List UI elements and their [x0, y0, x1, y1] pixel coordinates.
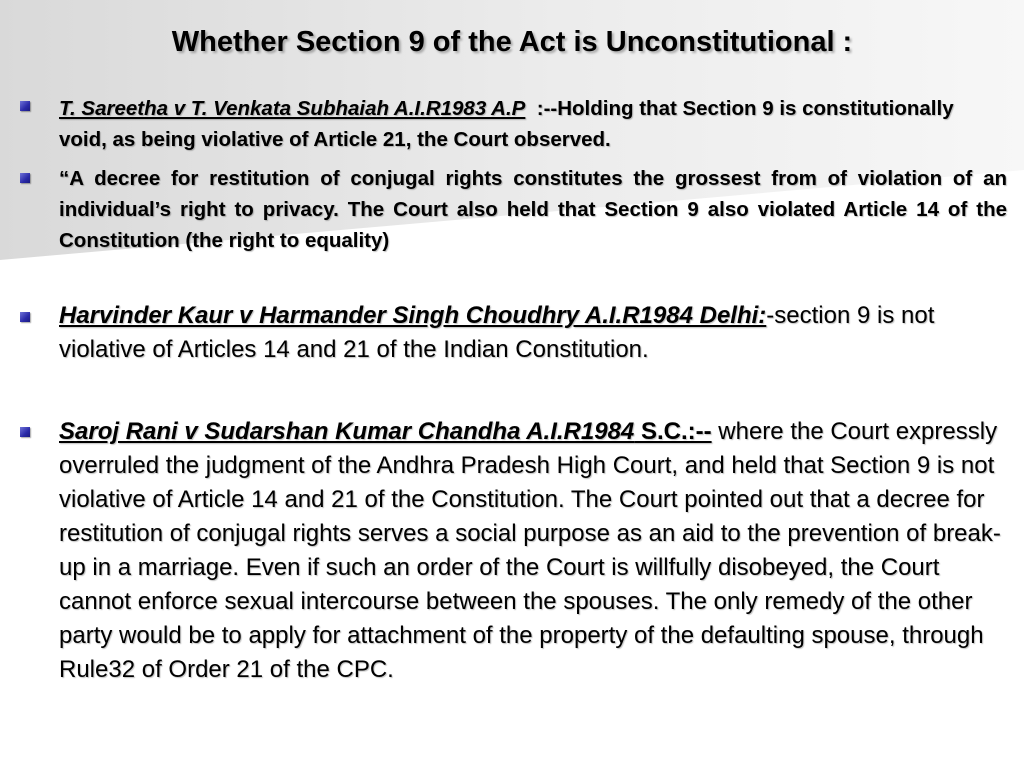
point-text: where the Court expressly overruled the judgment of the Andhra Pradesh High Court, and held that Section 9 is not violative of Article 14 and 21 of the Constitution. The Court pointed out that a decree for restitution of conjugal rights serves a social purpose as an aid to the prevention of break-up in a marriage. Even if such an order of the Court is willfully disobeyed, the Court cannot enforce sexual intercourse between the spouses. The only remedy of the other party would be to apply for attachment of the property of the defaulting spouse, through Rule32 of Order 21 of the CPC.: [59, 418, 1001, 683]
point-text: Holding that Section 9 is constitutionally void, as being violative of Article 21, the Court observed.: [59, 97, 954, 151]
case-citation: T. Sareetha v T. Venkata Subhaiah A.I.R1983 A.P: [59, 97, 526, 120]
slide-title: Whether Section 9 of the Act is Unconstitutional :: [171, 26, 853, 58]
bullet-icon: [20, 173, 30, 183]
bullet-icon: [20, 312, 30, 322]
point-text: “A decree for restitution of conjugal rights constitutes the grossest from of violation of an individual’s right to privacy. The Court also held that Section 9 also violated Article 14 of the Constitution (the right to equality): [59, 167, 1007, 252]
bullet-icon: [20, 427, 30, 437]
point-harvinder: [59, 299, 1007, 367]
bullet-icon: [20, 101, 30, 111]
case-citation: Harvinder Kaur v Harmander Singh Choudhry A.I.R1984 Delhi:: [59, 302, 767, 329]
point-quote: [59, 163, 1007, 256]
point-sareetha: [59, 93, 1007, 155]
point-text: -section 9 is not violative of Articles 14 and 21 of the Indian Constitution.: [59, 302, 935, 363]
case-citation: Saroj Rani v Sudarshan Kumar Chandha A.I.R1984: [59, 418, 635, 445]
case-separator: :--: [525, 97, 558, 120]
point-saroj: [59, 415, 1007, 687]
case-separator: S.C.:--: [634, 418, 712, 445]
